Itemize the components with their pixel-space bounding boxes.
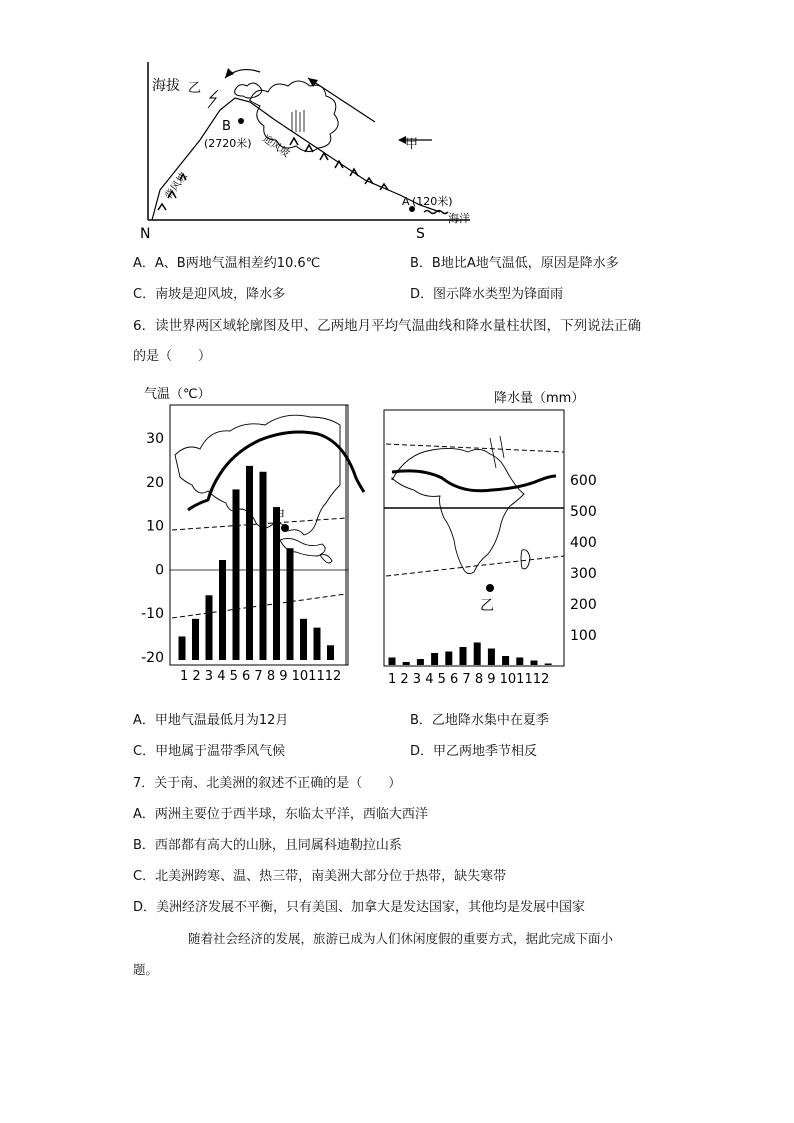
jia-precip-bar	[273, 507, 280, 660]
jia-precip-bar	[314, 628, 321, 660]
intro-line2: 题。	[133, 962, 159, 977]
q6-option-b: B．乙地降水集中在夏季	[410, 713, 549, 728]
right-x-ticks: 1 2 3 4 5 6 7 8 9 101112	[388, 672, 550, 687]
q6-stem-line2: 的是（ ）	[133, 349, 212, 364]
jia-precip-bar	[192, 619, 199, 660]
climate-charts	[130, 380, 600, 690]
right-ylabel: 降水量（mm）	[494, 391, 585, 406]
right-y-tick-label: 300	[570, 566, 597, 582]
yi-map-label: 乙	[480, 598, 494, 614]
left-ylabel: 气温（℃）	[144, 387, 211, 402]
q7-option-b: B．西部都有高大的山脉，且同属科迪勒拉山系	[133, 838, 402, 853]
right-y-tick-label: 100	[570, 628, 597, 644]
mountain-profile-figure	[140, 60, 520, 245]
q7-option-c: C．北美洲跨寒、温、热三带，南美洲大部分位于热带，缺失寒带	[133, 869, 507, 884]
point-b-marker	[238, 118, 244, 124]
jia-precip-bar	[179, 636, 186, 660]
leeward-label: 背风坡	[163, 170, 190, 202]
wind-jia-label: 甲	[405, 137, 419, 152]
point-b-label: B	[222, 119, 231, 134]
jia-precip-bar	[327, 645, 334, 660]
point-b-elev: (2720米)	[204, 137, 252, 150]
jia-precip-bar	[219, 560, 226, 660]
yi-precip-bar	[531, 661, 538, 666]
right-y-tick-label: 200	[570, 597, 597, 613]
right-y-tick-label: 500	[570, 504, 597, 520]
yi-precip-bar	[431, 653, 438, 665]
jia-precip-bar	[233, 489, 240, 660]
left-x-ticks: 1 2 3 4 5 6 7 8 9 101112	[180, 669, 342, 684]
yi-precip-bar	[488, 649, 495, 666]
south-label: S	[416, 226, 425, 242]
q7-option-a: A．两洲主要位于西半球，东临太平洋，西临大西洋	[133, 807, 428, 822]
intro-line1: 随着社会经济的发展，旅游已成为人们休闲度假的重要方式，据此完成下面小	[188, 931, 614, 946]
wind-arrow-yi	[208, 90, 218, 108]
left-y-tick-label: 0	[155, 562, 164, 579]
jia-precip-bar	[287, 548, 294, 660]
point-a-label: A	[402, 195, 410, 208]
right-y-tick-label: 400	[570, 535, 597, 551]
left-y-tick-label: 30	[146, 431, 164, 447]
yi-location-marker	[486, 584, 494, 592]
left-y-tick-label: 20	[146, 474, 164, 491]
jia-precip-bar	[206, 595, 213, 660]
q6-option-d: D．甲乙两地季节相反	[410, 744, 538, 759]
left-y-tick-label: -10	[141, 606, 164, 623]
altitude-label: 海拔	[152, 78, 180, 94]
q6-option-c: C．甲地属于温带季风气候	[133, 744, 286, 759]
yi-precip-bar	[389, 658, 396, 666]
right-y-ticks	[570, 473, 597, 644]
q5-option-c: C．南坡是迎风坡，降水多	[133, 287, 286, 302]
yi-precip-bar	[502, 656, 509, 665]
left-y-tick-label: -20	[141, 650, 164, 666]
jia-location-marker	[281, 524, 289, 532]
yi-precip-bar	[516, 658, 523, 666]
right-y-tick-label: 600	[570, 473, 597, 489]
jia-map-label: 甲	[272, 509, 286, 524]
windward-label: 迎风坡	[260, 133, 292, 160]
north-label: N	[140, 226, 151, 242]
yi-precip-bar	[403, 662, 410, 665]
sea-label: 海洋	[448, 212, 470, 225]
jia-precip-bar	[260, 472, 267, 660]
left-y-ticks	[141, 431, 164, 666]
q5-option-b: B．B地比A地气温低，原因是降水多	[410, 256, 619, 271]
jia-precip-bar	[246, 466, 253, 660]
q7-option-d: D．美洲经济发展不平衡，只有美国、加拿大是发达国家，其他均是发展中国家	[133, 900, 586, 915]
yi-precip-bar	[445, 652, 452, 666]
wind-yi-label: 乙	[188, 81, 202, 96]
q5-option-a: A．A、B两地气温相差约10.6℃	[133, 256, 321, 271]
rain-lines	[292, 110, 304, 132]
wind-arrow-1	[308, 78, 375, 122]
point-a-elev: (120米)	[412, 195, 453, 208]
q5-option-d: D．图示降水类型为锋面雨	[410, 287, 564, 302]
q6-stem-line1: 6．读世界两区域轮廓图及甲、乙两地月平均气温曲线和降水量柱状图，下列说法正确	[133, 318, 642, 334]
yi-precip-bar	[460, 647, 467, 665]
yi-precip-bar	[417, 659, 424, 665]
left-y-tick-label: 10	[146, 518, 164, 535]
yi-precip-bar	[474, 643, 481, 666]
yi-precip-bar	[545, 664, 552, 666]
jia-precip-bar	[300, 619, 307, 660]
q7-stem: 7．关于南、北美洲的叙述不正确的是（ ）	[133, 776, 402, 791]
q6-option-a: A．甲地气温最低月为12月	[133, 713, 289, 728]
